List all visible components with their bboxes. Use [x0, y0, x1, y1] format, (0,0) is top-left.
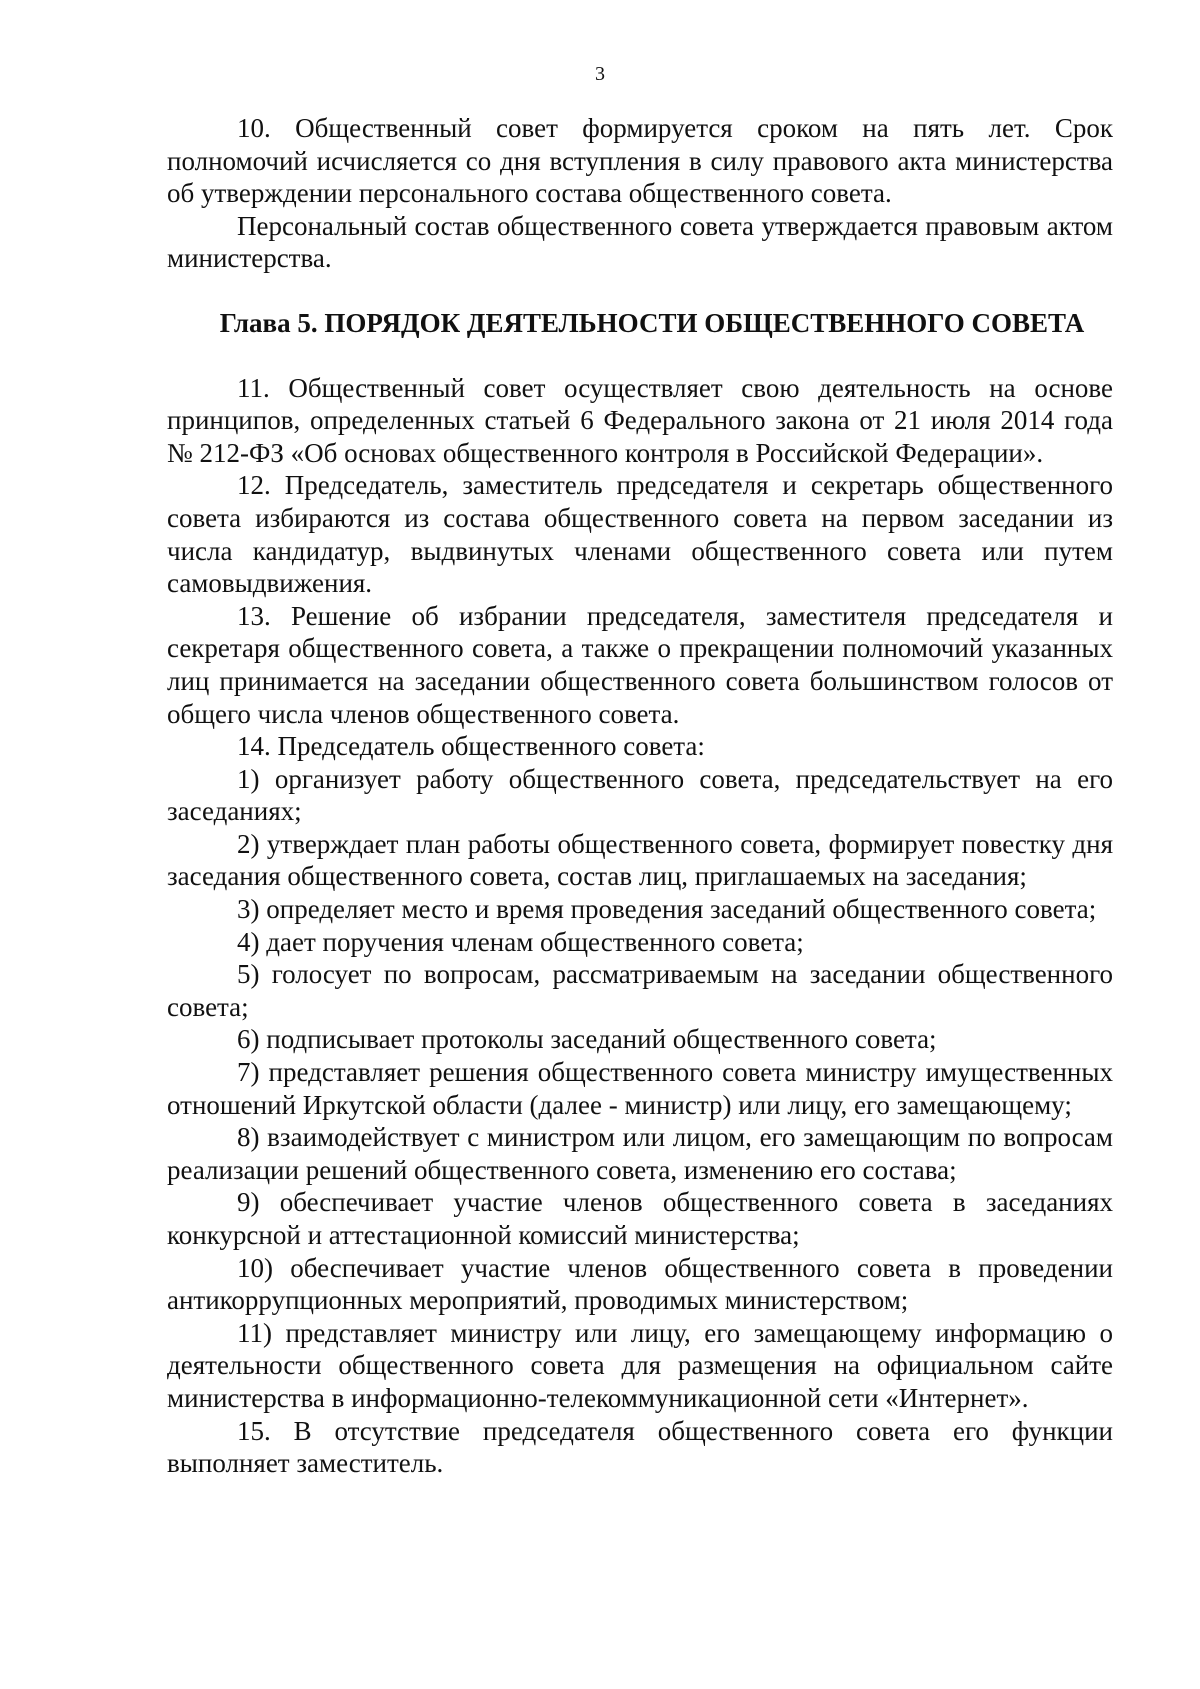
list-item-8: 8) взаимодействует с министром или лицом, его замещающим по вопросам реализации решений общественного совета, изменению его состава; [167, 1122, 1113, 1185]
list-item-3: 3) определяет место и время проведения заседаний общественного совета; [237, 894, 1097, 925]
chapter-heading: Глава 5. ПОРЯДОК ДЕЯТЕЛЬНОСТИ ОБЩЕСТВЕННОГО СОВЕТА [219, 307, 1085, 338]
list-item-11: 11) представляет министру или лицу, его замещающему информацию о деятельности общественного совета для размещения на официальном сайте министерства в информационно-телекоммуникационной сети «Интернет». [167, 1317, 1113, 1413]
spacer [167, 340, 1113, 372]
list-item-4: 4) дает поручения членам общественного совета; [237, 926, 804, 957]
page-number: 3 [595, 63, 605, 85]
paragraph-14: 14. Председатель общественного совета: [237, 731, 705, 762]
list-item-7: 7) представляет решения общественного совета министру имущественных отношений Иркутской области (далее - министр) или лицу, его замещающему; [167, 1057, 1113, 1120]
spacer [167, 275, 1113, 307]
paragraph-12: 12. Председатель, заместитель председателя и секретарь общественного совета избираются из состава общественного совета на первом заседании из числа кандидатур, выдвинутых членами общественного совета или путем самовыдвижения. [167, 470, 1113, 599]
list-item-6: 6) подписывает протоколы заседаний общественного совета; [237, 1024, 937, 1055]
paragraph-11: 11. Общественный совет осуществляет свою деятельность на основе принципов, определенных статьей 6 Федерального закона от 21 июля 2014 года № 212-ФЗ «Об основах общественного контроля в Российской Федерации». [167, 372, 1113, 468]
list-item-1: 1) организует работу общественного совета, председательствует на его заседаниях; [167, 763, 1113, 827]
paragraph-10: 10. Общественный совет формируется сроком на пять лет. Срок полномочий исчисляется со дня вступления в силу правового акта министерства об утверждении персонального состава общественного совета. [167, 113, 1113, 209]
list-item-9: 9) обеспечивает участие членов общественного совета в заседаниях конкурсной и аттестационной комиссий министерства; [167, 1187, 1113, 1250]
paragraph-15: 15. В отсутствие председателя общественного совета его функции выполняет заместитель. [167, 1415, 1113, 1479]
paragraph-13: 13. Решение об избрании председателя, заместителя председателя и секретаря общественного совета, а также о прекращении полномочий указанных лиц принимается на заседании общественного совета большинством голосов от общего числа членов общественного совета. [167, 600, 1113, 729]
document-body [167, 112, 1113, 1480]
list-item-10: 10) обеспечивает участие членов общественного совета в проведении антикоррупционных мероприятий, проводимых министерством; [167, 1252, 1113, 1316]
list-item-2: 2) утверждает план работы общественного совета, формирует повестку дня заседания общественного совета, состав лиц, приглашаемых на заседания; [167, 828, 1113, 892]
paragraph-10-continued: Персональный состав общественного совета утверждается правовым актом министерства. [167, 210, 1113, 274]
list-item-5: 5) голосует по вопросам, рассматриваемым на заседании общественного совета; [167, 959, 1113, 1022]
